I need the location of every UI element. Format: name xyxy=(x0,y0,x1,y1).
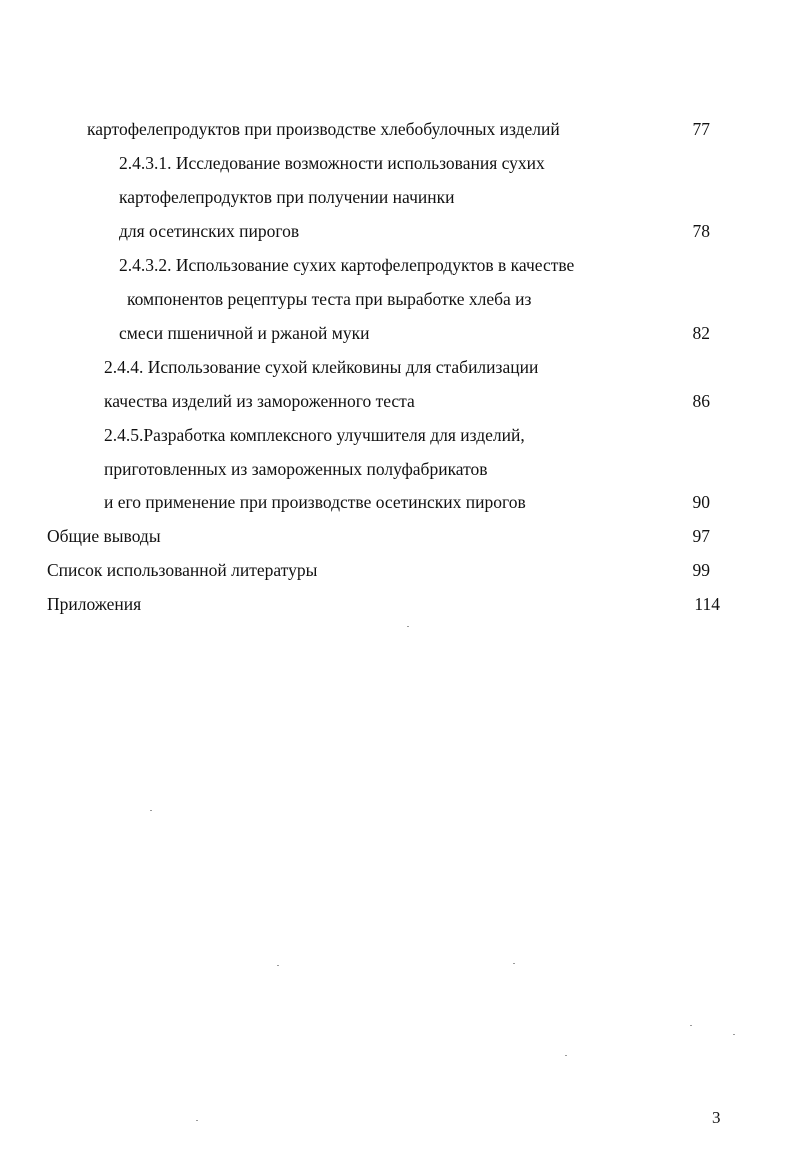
scan-speck xyxy=(196,1120,198,1121)
toc-entry-page: 99 xyxy=(692,560,710,580)
toc-entry-line: 2.4.3.1. Исследование возможности использования сухих xyxy=(119,153,545,173)
toc-entry-page: 114 xyxy=(694,594,720,614)
toc-entry-page: 78 xyxy=(692,221,710,241)
scan-speck xyxy=(733,1034,735,1035)
toc-entry-line: 2.4.3.2. Использование сухих картофелепродуктов в качестве xyxy=(119,255,575,275)
toc-entry-line: Список использованной литературы xyxy=(47,560,318,580)
toc-entry-line: и его применение при производстве осетинских пирогов xyxy=(104,492,526,512)
toc-entry-line: для осетинских пирогов xyxy=(119,221,300,241)
toc-entry-page: 97 xyxy=(692,526,710,546)
toc-entry-line: Общие выводы xyxy=(47,526,161,546)
toc-entry-line: 2.4.5.Разработка комплексного улучшителя для изделий, xyxy=(104,425,525,445)
toc-entry-line: качества изделий из замороженного теста xyxy=(104,391,415,411)
toc-entry-page: 77 xyxy=(692,119,710,139)
toc-entry-line: Приложения xyxy=(47,594,142,614)
toc-entry-page: 82 xyxy=(692,323,710,343)
toc-entry-line: 2.4.4. Использование сухой клейковины для стабилизации xyxy=(104,357,539,377)
toc-entry-line: приготовленных из замороженных полуфабрикатов xyxy=(104,459,488,479)
toc-entry-page: 90 xyxy=(692,492,710,512)
toc-entry-line: компонентов рецептуры теста при выработке хлеба из xyxy=(127,289,532,309)
toc-entry-line: картофелепродуктов при производстве хлебобулочных изделий xyxy=(87,119,560,139)
scan-speck xyxy=(407,626,409,627)
toc-entry-line: картофелепродуктов при получении начинки xyxy=(119,187,455,207)
scan-speck xyxy=(277,965,279,966)
scan-speck xyxy=(150,810,152,811)
toc-entry-page: 86 xyxy=(692,391,710,411)
toc-entry-line: смеси пшеничной и ржаной муки xyxy=(119,323,370,343)
scan-speck xyxy=(513,963,515,964)
page-number: 3 xyxy=(712,1108,721,1127)
scan-speck xyxy=(690,1025,692,1026)
scan-speck xyxy=(565,1055,567,1056)
